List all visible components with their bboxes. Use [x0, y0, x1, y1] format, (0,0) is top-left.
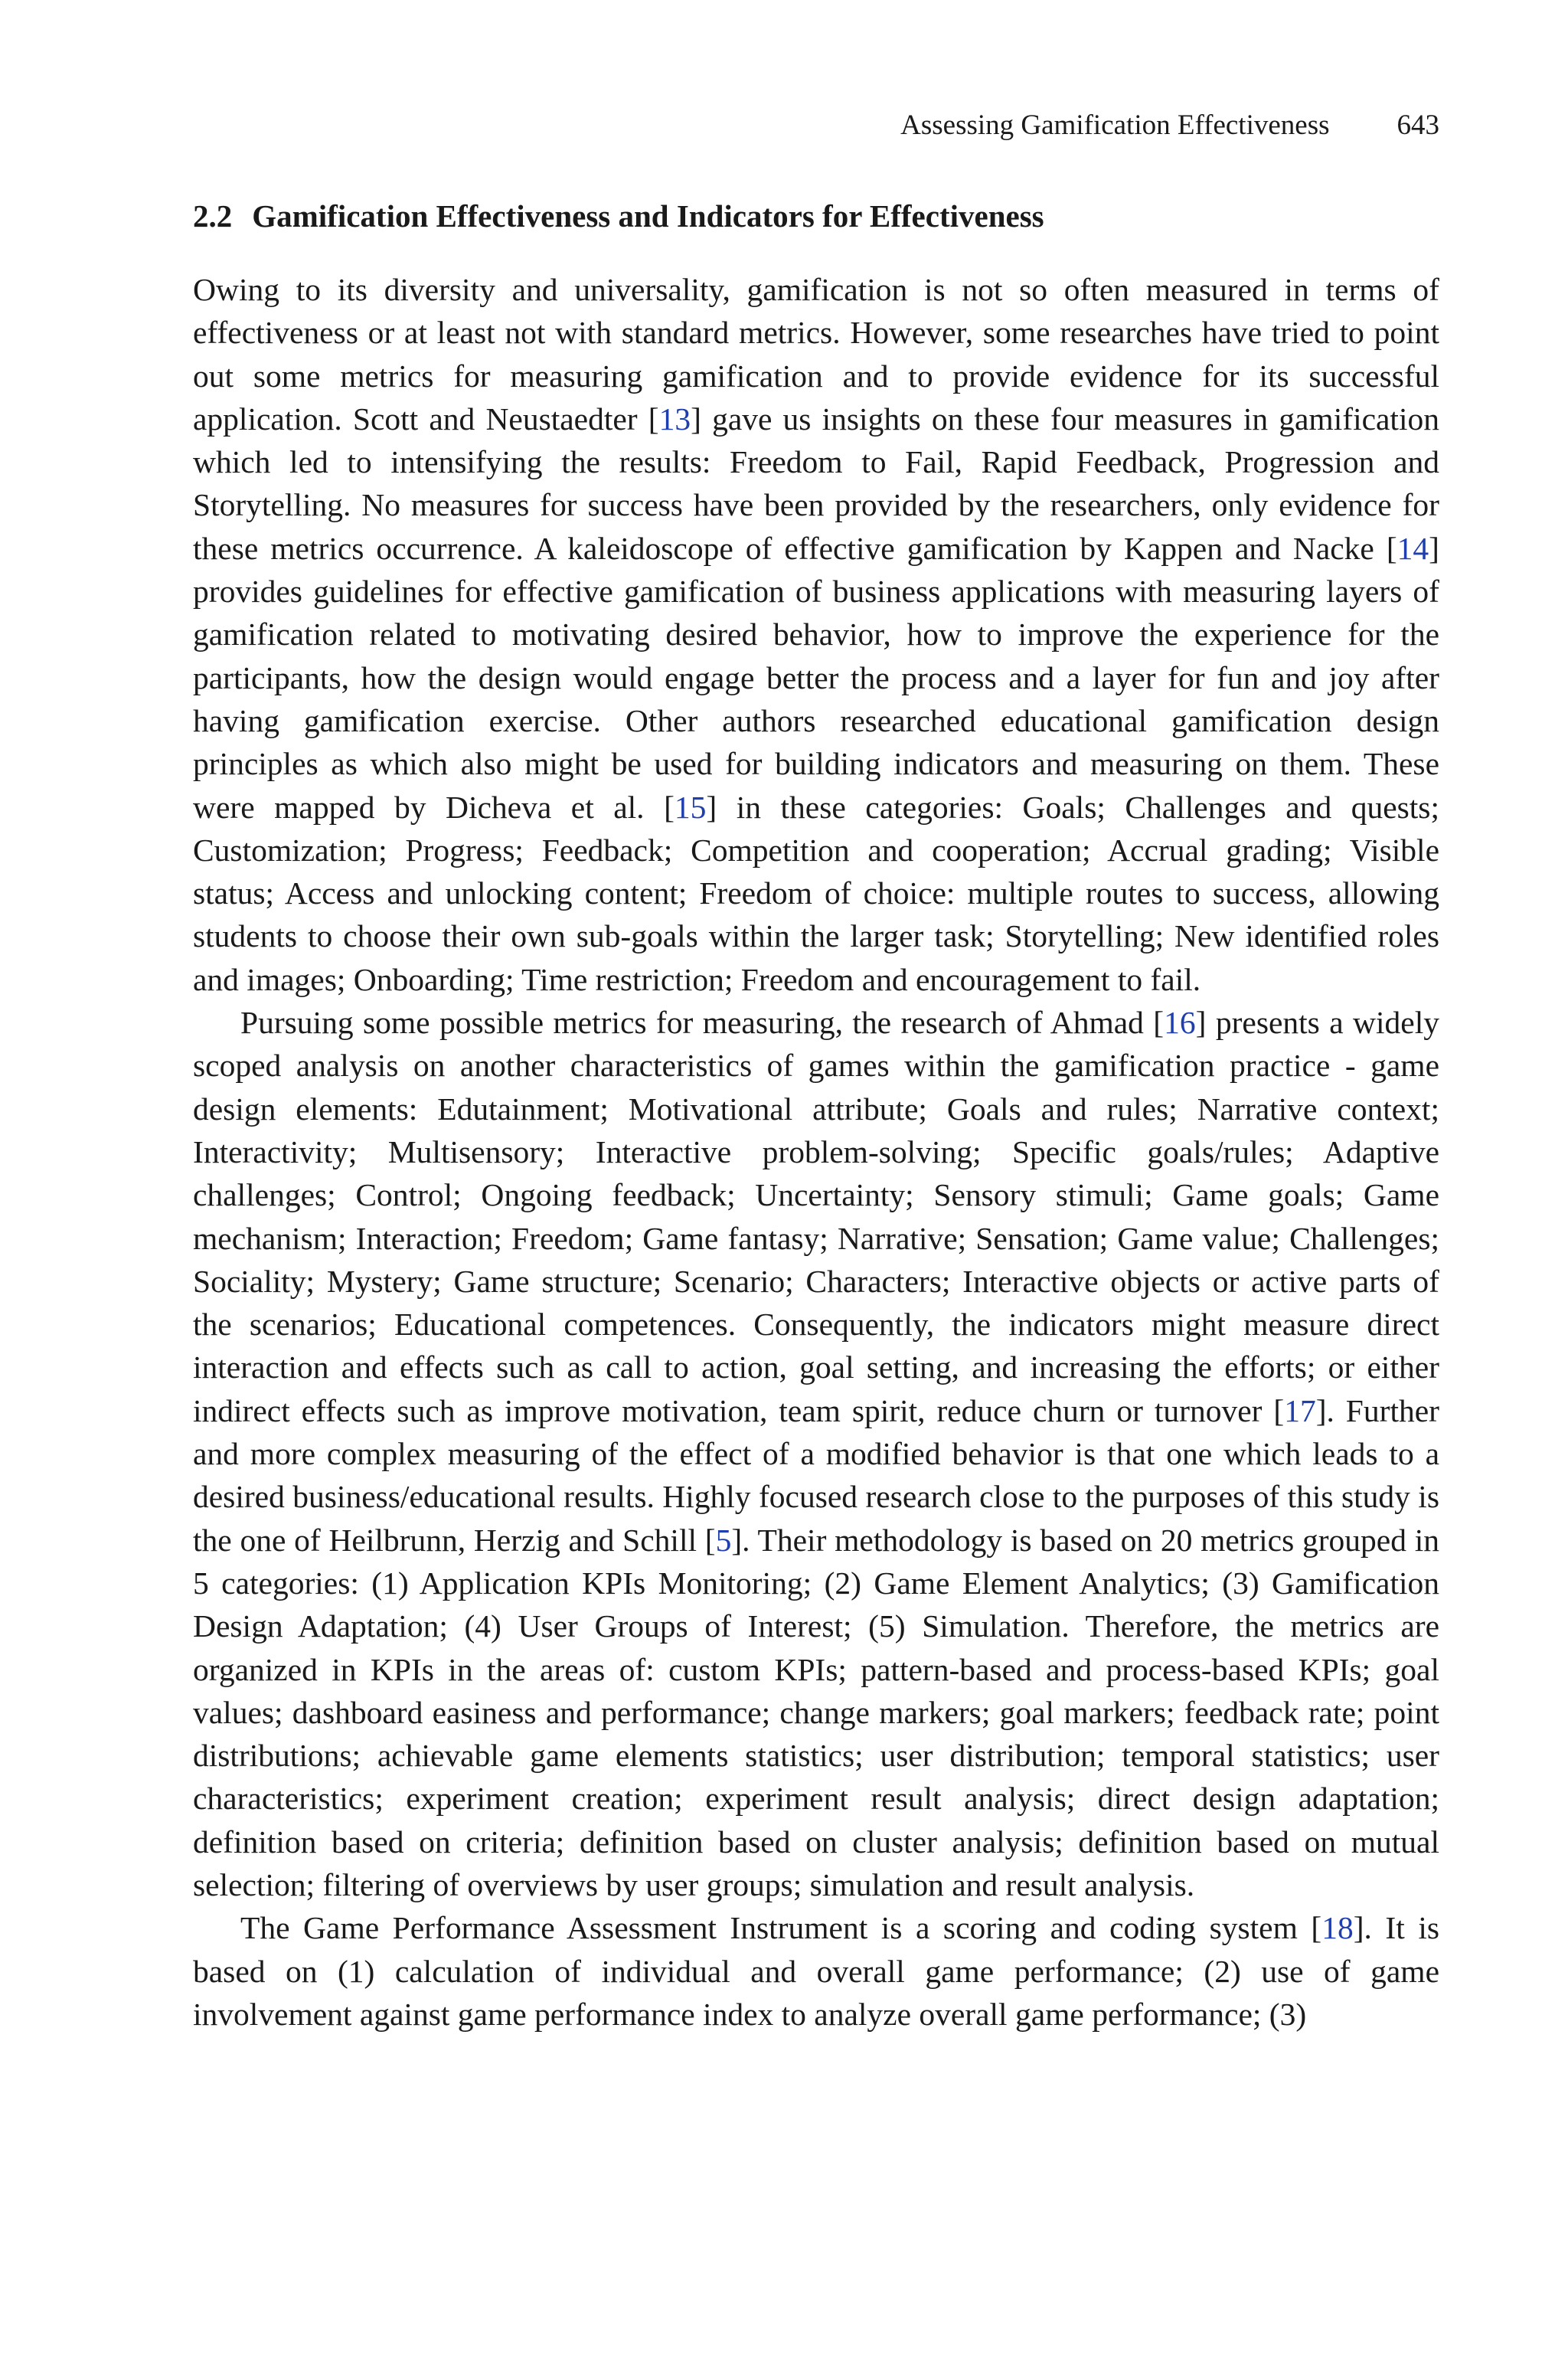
- citation-link-15[interactable]: 15: [674, 789, 707, 825]
- section-heading: [193, 195, 1044, 237]
- body-text: [193, 268, 1439, 2036]
- citation-link-17[interactable]: 17: [1284, 1392, 1316, 1428]
- text-run: The Game Performance Assessment Instrument is a scoring and coding system [: [240, 1910, 1322, 1946]
- citation-link-13[interactable]: 13: [658, 401, 691, 437]
- running-head: [900, 106, 1439, 146]
- running-title: Assessing Gamification Effectiveness: [900, 110, 1330, 141]
- page-number: 643: [1396, 110, 1439, 141]
- text-run: ] presents a widely scoped analysis on another characteristics of games within the gamification practice - game design elements: Edutainment; Motivational attribute; Goals and rules; Narrative context; Interactivity; Multisensory; Interactive problem-solving; Specific goals/rules; Adaptive challenges; Control; Ongoing feedback; Uncertainty; Sensory stimuli; Game goals; Game mechanism; Interaction; Freedom; Game fantasy; Narrative; Sensation; Game value; Challenges; Sociality; Mystery; Game structure; Scenario; Characters; Interactive objects or active parts of the scenarios; Educational competences. Consequently, the indicators might measure direct interaction and effects such as call to action, goal setting, and increasing the efforts; or either indirect effects such as improve motivation, team spirit, reduce churn or turnover [: [193, 1005, 1439, 1428]
- text-run: Owing to its diversity and universality, gamification is not so often measured in terms of effectiveness or at least not with standard metrics. However, some researches have tried to point out some metrics for measuring gamification and to provide evidence for its successful application. Scott and Neustaedter [: [193, 272, 1439, 437]
- citation-link-18[interactable]: 18: [1321, 1910, 1354, 1946]
- citation-link-14[interactable]: 14: [1396, 530, 1429, 566]
- text-run: Pursuing some possible metrics for measuring, the research of Ahmad [: [240, 1005, 1165, 1041]
- section-number: 2.2: [193, 198, 233, 234]
- text-run: ] gave us insights on these four measures in gamification which led to intensifying the results: Freedom to Fail, Rapid Feedback, Progression and Storytelling. No measures for success have been provided by the researchers, only evidence for these metrics occurrence. A kaleidoscope of effective gamification by Kappen and Nacke [: [193, 401, 1439, 566]
- paragraph-2: [193, 1001, 1439, 1906]
- text-run: ]. Their methodology is based on 20 metrics grouped in 5 categories: (1) Application KPIs Monitoring; (2) Game Element Analytics; (3) Gamification Design Adaptation; (4) User Groups of Interest; (5) Simulation. Therefore, the metrics are organized in KPIs in the areas of: custom KPIs; pattern-based and process-based KPIs; goal values; dashboard easiness and performance; change markers; goal markers; feedback rate; point distributions; achievable game elements statistics; user distribution; temporal statistics; user characteristics; experiment creation; experiment result analysis; direct design adaptation; definition based on criteria; definition based on cluster analysis; definition based on mutual selection; filtering of overviews by user groups; simulation and result analysis.: [193, 1522, 1439, 1902]
- text-run: ] in these categories: Goals; Challenges and quests; Customization; Progress; Feedback; Competition and cooperation; Accrual grading; Visible status; Access and unlocking content; Freedom of choice: multiple routes to success, allowing students to choose their own sub-goals within the larger task; Storytelling; New identified roles and images; Onboarding; Time restriction; Freedom and encouragement to fail.: [193, 789, 1439, 997]
- text-run: ]. Further and more complex measuring of the effect of a modified behavior is that one which leads to a desired business/educational results. Highly focused research close to the purposes of this study is the one of Heilbrunn, Herzig and Schill [: [193, 1392, 1439, 1558]
- paragraph-1: [193, 268, 1439, 1001]
- paragraph-3: [193, 1906, 1439, 2036]
- text-run: ]. It is based on (1) calculation of individual and overall game performance; (2) use of game involvement against game performance index to analyze overall game performance; (3): [193, 1910, 1439, 2032]
- section-title: Gamification Effectiveness and Indicators for Effectiveness: [252, 198, 1044, 234]
- citation-link-16[interactable]: 16: [1164, 1005, 1196, 1041]
- citation-link-5[interactable]: 5: [715, 1522, 732, 1558]
- text-run: ] provides guidelines for effective gamification of business applications with measuring layers of gamification related to motivating desired behavior, how to improve the experience for the participants, how the design would engage better the process and a layer for fun and joy after having gamification exercise. Other authors researched educational gamification design principles as which also might be used for building indicators and measuring on them. These were mapped by Dicheva et al. [: [193, 530, 1439, 825]
